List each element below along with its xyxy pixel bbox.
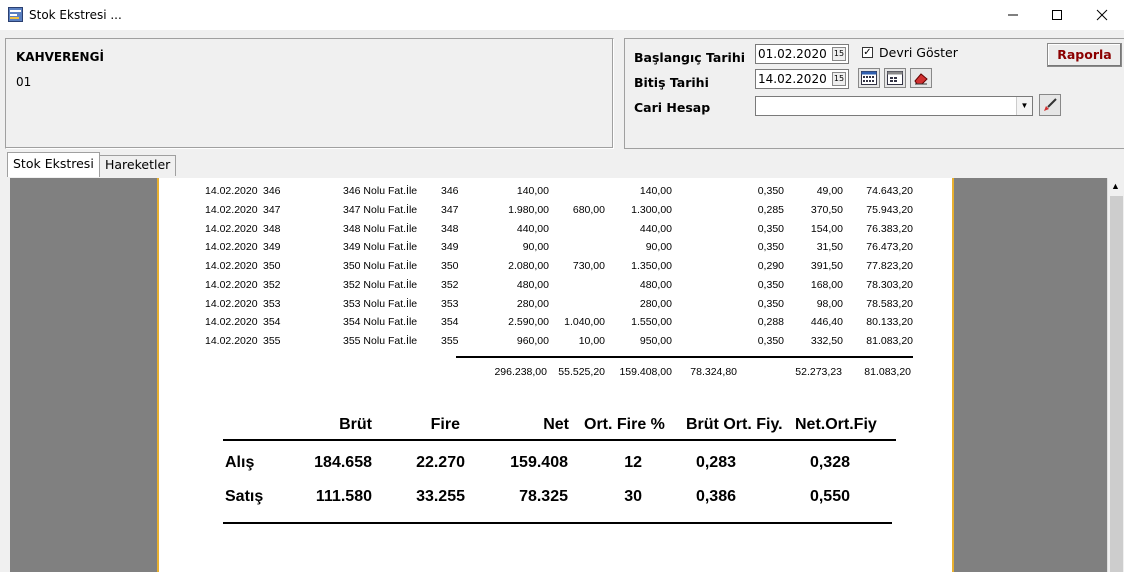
cell-date: 14.02.2020 (205, 260, 258, 272)
cell-price: 0,288 (757, 316, 784, 329)
cell-date: 14.02.2020 (205, 241, 258, 254)
summary-row-sale (159, 488, 956, 508)
cell-desc: 349 Nolu Fat.İle (343, 241, 418, 254)
cell-price: 0,350 (757, 335, 784, 347)
window-title: Stok Ekstresi ... (29, 8, 122, 22)
cell-amount: 446,40 (810, 316, 843, 329)
total-balance: 81.083,20 (864, 366, 911, 378)
end-date-label: Bitiş Tarihi (634, 75, 709, 90)
cell-no: 354 (263, 316, 281, 329)
cell-date: 14.02.2020 (205, 335, 258, 347)
scroll-up-icon[interactable]: ▲ (1111, 181, 1120, 191)
start-date-field[interactable] (755, 44, 849, 64)
cell-amount: 391,50 (810, 260, 843, 272)
cell-fire: 680,00 (572, 203, 605, 216)
summary-row-label: Satış (225, 488, 264, 505)
totals-row (159, 366, 956, 382)
cell-balance: 81.083,20 (866, 335, 913, 347)
cell-amount: 49,00 (816, 185, 843, 197)
cell-brut: 90,00 (522, 241, 549, 254)
totals-divider (456, 356, 913, 358)
show-carryover-checkbox[interactable]: ✓ (863, 47, 872, 58)
cell-net: 1.350,00 (631, 260, 672, 272)
calendar-dropdown-icon[interactable]: 15 (832, 47, 846, 61)
cell-fire: 730,00 (572, 260, 605, 272)
cell-balance: 76.383,20 (866, 222, 913, 235)
cell-date: 14.02.2020 (205, 185, 258, 197)
cell-doc: 353 (441, 297, 459, 310)
scroll-thumb[interactable] (1110, 196, 1123, 572)
cell-desc: 352 Nolu Fat.İle (343, 278, 418, 291)
cell-amount: 370,50 (810, 203, 843, 216)
summary-value: 184.658 (314, 454, 372, 471)
close-icon[interactable] (1079, 0, 1124, 30)
summary-value: 111.580 (315, 488, 372, 505)
clear-account-icon[interactable] (1039, 94, 1061, 116)
table-row (159, 298, 956, 314)
cell-doc: 354 (441, 316, 459, 329)
table-row (159, 316, 956, 332)
cell-date: 14.02.2020 (205, 316, 258, 329)
cell-no: 355 (263, 335, 281, 347)
table-row (159, 260, 956, 276)
total-col8: 78.324,80 (690, 366, 737, 378)
end-date-value: 14.02.2020 (758, 72, 827, 86)
cell-no: 352 (263, 278, 281, 291)
table-row (159, 335, 956, 351)
table-row (159, 204, 956, 220)
cell-price: 0,285 (757, 203, 784, 216)
cell-brut: 1.980,00 (508, 203, 549, 216)
summary-value: 0,283 (695, 454, 736, 471)
cell-brut: 2.590,00 (508, 316, 549, 329)
cell-brut: 2.080,00 (508, 260, 549, 272)
cell-doc: 350 (441, 260, 459, 272)
cell-net: 480,00 (639, 278, 672, 291)
summary-row-label: Alış (225, 454, 255, 471)
cell-no: 346 (263, 185, 281, 197)
cell-brut: 140,00 (516, 185, 549, 197)
cell-price: 0,350 (757, 297, 784, 310)
cell-no: 349 (263, 241, 281, 254)
cell-balance: 80.133,20 (866, 316, 913, 329)
cell-balance: 75.943,20 (866, 203, 913, 216)
cell-desc: 355 Nolu Fat.İle (343, 335, 418, 347)
summary-header-brut: Brüt (339, 416, 372, 433)
calendar-icon[interactable] (858, 68, 880, 88)
cell-balance: 78.303,20 (866, 278, 913, 291)
product-name: KAHVERENGİ (16, 50, 104, 64)
cell-doc: 347 (441, 203, 459, 216)
cell-net: 90,00 (645, 241, 672, 254)
start-date-value: 01.02.2020 (758, 47, 827, 61)
cell-doc: 346 (441, 185, 459, 197)
cell-net: 280,00 (639, 297, 672, 310)
cell-doc: 348 (441, 222, 459, 235)
cell-brut: 960,00 (516, 335, 549, 347)
cell-no: 348 (263, 222, 281, 235)
cell-doc: 355 (441, 335, 459, 347)
cell-price: 0,350 (757, 241, 784, 254)
summary-footer-divider (223, 522, 892, 524)
cell-amount: 31,50 (816, 241, 843, 254)
summary-header-net: Net (543, 416, 569, 433)
cell-date: 14.02.2020 (205, 278, 258, 291)
account-select[interactable] (755, 96, 1033, 116)
eraser-icon[interactable] (910, 68, 932, 88)
cell-desc: 350 Nolu Fat.İle (343, 260, 418, 272)
summary-header-fire-pct: Ort. Fire % (584, 416, 665, 433)
total-brut: 296.238,00 (494, 366, 547, 378)
cell-price: 0,350 (757, 185, 784, 197)
cell-balance: 78.583,20 (866, 297, 913, 310)
tab-movements[interactable]: Hareketler (99, 155, 176, 176)
cell-net: 1.300,00 (631, 203, 672, 216)
table-row (159, 223, 956, 239)
summary-value: 33.255 (416, 488, 465, 505)
cell-doc: 349 (441, 241, 459, 254)
cell-fire: 1.040,00 (564, 316, 605, 329)
cell-brut: 440,00 (516, 222, 549, 235)
cell-amount: 168,00 (810, 278, 843, 291)
summary-value: 78.325 (519, 488, 568, 505)
cell-desc: 353 Nolu Fat.İle (343, 297, 418, 310)
cell-no: 350 (263, 260, 281, 272)
chevron-down-icon[interactable]: ▼ (1016, 97, 1032, 115)
cell-date: 14.02.2020 (205, 203, 258, 216)
product-code: 01 (16, 75, 32, 89)
cell-price: 0,350 (757, 222, 784, 235)
cell-balance: 74.643,20 (866, 185, 913, 197)
report-button[interactable]: Raporla (1047, 43, 1122, 67)
cell-date: 14.02.2020 (205, 222, 258, 235)
table-row (159, 279, 956, 295)
product-info-panel (5, 38, 614, 149)
account-label: Cari Hesap (634, 100, 711, 115)
calendar-dropdown-icon[interactable]: 15 (832, 72, 846, 86)
report-page (157, 178, 954, 572)
filter-panel (624, 38, 1124, 149)
tab-stock-statement[interactable]: Stok Ekstresi (7, 152, 100, 177)
cell-brut: 280,00 (516, 297, 549, 310)
cell-balance: 77.823,20 (866, 260, 913, 272)
date-range-icon[interactable] (884, 68, 906, 88)
summary-value: 30 (624, 488, 642, 505)
maximize-icon[interactable] (1034, 0, 1080, 30)
table-row (159, 241, 956, 257)
summary-value: 12 (624, 454, 642, 471)
cell-desc: 348 Nolu Fat.İle (343, 222, 418, 235)
summary-value: 0,550 (809, 488, 850, 505)
cell-price: 0,290 (757, 260, 784, 272)
vertical-scrollbar[interactable] (1107, 178, 1124, 572)
summary-header-fire: Fire (430, 416, 460, 433)
summary-header-net-avg: Net.Ort.Fiy (795, 416, 877, 433)
summary-value: 159.408 (510, 454, 568, 471)
summary-value: 22.270 (416, 454, 465, 471)
cell-price: 0,350 (757, 278, 784, 291)
table-row (159, 185, 956, 201)
summary-row-purchase (159, 454, 956, 474)
cell-no: 347 (263, 203, 281, 216)
cell-amount: 154,00 (810, 222, 843, 235)
cell-fire: 10,00 (578, 335, 605, 347)
cell-net: 950,00 (639, 335, 672, 347)
total-net: 159.408,00 (619, 366, 672, 378)
end-date-field[interactable] (755, 69, 849, 89)
summary-value: 0,386 (695, 488, 736, 505)
cell-doc: 352 (441, 278, 459, 291)
total-fire: 55.525,20 (558, 366, 605, 378)
cell-amount: 98,00 (816, 297, 843, 310)
report-app-icon (8, 7, 23, 22)
start-date-label: Başlangıç Tarihi (634, 50, 745, 65)
summary-header-brut-avg: Brüt Ort. Fiy. (686, 416, 783, 433)
show-carryover-label: Devri Göster (879, 45, 958, 60)
cell-desc: 354 Nolu Fat.İle (343, 316, 418, 329)
total-amount: 52.273,23 (795, 366, 842, 378)
cell-desc: 346 Nolu Fat.İle (343, 185, 418, 197)
summary-value: 0,328 (809, 454, 850, 471)
cell-net: 440,00 (639, 222, 672, 235)
cell-date: 14.02.2020 (205, 297, 258, 310)
cell-net: 1.550,00 (631, 316, 672, 329)
cell-no: 353 (263, 297, 281, 310)
summary-header (159, 416, 956, 436)
summary-header-divider (223, 439, 896, 441)
cell-desc: 347 Nolu Fat.İle (343, 203, 418, 216)
cell-net: 140,00 (639, 185, 672, 197)
report-viewer[interactable] (10, 178, 1107, 572)
cell-amount: 332,50 (810, 335, 843, 347)
cell-brut: 480,00 (516, 278, 549, 291)
cell-balance: 76.473,20 (866, 241, 913, 254)
minimize-icon[interactable] (990, 0, 1036, 30)
title-bar (0, 0, 1124, 30)
